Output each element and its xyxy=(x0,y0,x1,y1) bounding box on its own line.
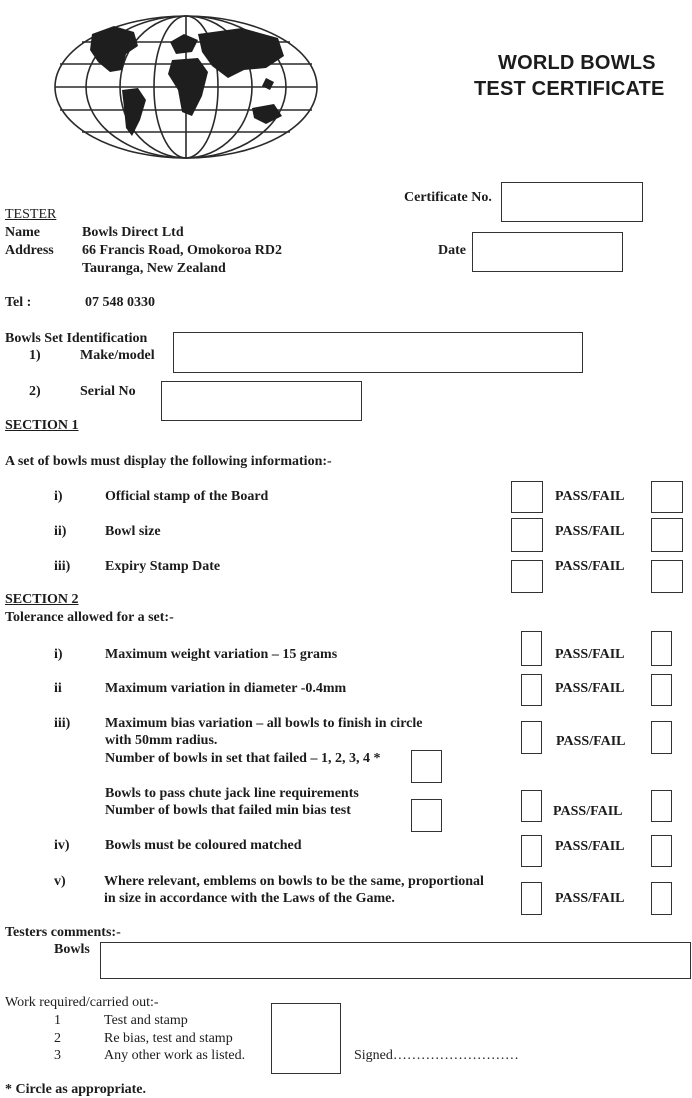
s1-item-num: iii) xyxy=(54,559,71,574)
name-value: Bowls Direct Ltd xyxy=(82,225,184,240)
section-2-intro: Tolerance allowed for a set:- xyxy=(5,610,174,625)
s2-bias-variation-line-1: Maximum bias variation – all bowls to finish in circle xyxy=(105,716,423,731)
s2-colour-checkbox[interactable] xyxy=(521,835,542,867)
pass-fail-label: PASS/FAIL xyxy=(555,647,625,662)
make-model-field[interactable] xyxy=(173,332,583,373)
name-label: Name xyxy=(5,225,40,240)
s1-item-official-stamp: Official stamp of the Board xyxy=(105,489,269,504)
bowls-comment-field[interactable] xyxy=(100,942,691,979)
s2-bias-checkbox[interactable] xyxy=(521,721,542,754)
s2-bias-failed-count-label: Number of bowls in set that failed – 1, 2, 3, 4 * xyxy=(105,751,381,766)
s2-item-num: i) xyxy=(54,647,63,662)
date-field[interactable] xyxy=(472,232,623,272)
s2-item-num: ii xyxy=(54,681,62,696)
pass-fail-label: PASS/FAIL xyxy=(555,891,625,906)
s2-bias-failed-count-field[interactable] xyxy=(411,750,442,783)
title-line-1: WORLD BOWLS xyxy=(498,52,656,74)
signed-line[interactable]: Signed……………………… xyxy=(354,1048,519,1063)
s2-emblems-checkbox[interactable] xyxy=(521,882,542,915)
pass-fail-label: PASS/FAIL xyxy=(555,524,625,539)
section-1-intro: A set of bowls must display the following information:- xyxy=(5,454,332,469)
testers-comments-heading: Testers comments:- xyxy=(5,925,121,940)
s1-item-expiry-stamp: Expiry Stamp Date xyxy=(105,559,221,574)
s1-official-stamp-result-box[interactable] xyxy=(651,481,683,513)
certificate-label: Certificate No. xyxy=(404,190,492,205)
work-item-re-bias: Re bias, test and stamp xyxy=(104,1031,233,1046)
s2-weight-checkbox[interactable] xyxy=(521,631,542,666)
bowls-set-heading: Bowls Set Identification xyxy=(5,331,148,346)
work-item-num: 3 xyxy=(54,1048,61,1063)
pass-fail-label: PASS/FAIL xyxy=(555,681,625,696)
s1-item-bowl-size: Bowl size xyxy=(105,524,161,539)
s2-diameter-checkbox[interactable] xyxy=(521,674,542,706)
tester-heading: TESTER xyxy=(5,207,57,222)
s2-emblems-line-2: in size in accordance with the Laws of the Game. xyxy=(104,891,395,906)
s2-min-bias-failed-field[interactable] xyxy=(411,799,442,832)
world-globe-logo xyxy=(52,12,320,162)
s2-bias-result-box[interactable] xyxy=(651,721,672,754)
s2-chute-result-box[interactable] xyxy=(651,790,672,822)
s2-colour-matched: Bowls must be coloured matched xyxy=(105,838,302,853)
work-item-num: 1 xyxy=(54,1013,61,1028)
title-line-2: TEST CERTIFICATE xyxy=(474,78,665,100)
pass-fail-label: PASS/FAIL xyxy=(555,489,625,504)
s2-weight-result-box[interactable] xyxy=(651,631,672,666)
make-model-label: Make/model xyxy=(80,348,155,363)
work-item-other: Any other work as listed. xyxy=(104,1048,246,1063)
s2-emblems-result-box[interactable] xyxy=(651,882,672,915)
s2-chute-failed-label: Number of bowls that failed min bias test xyxy=(105,803,351,818)
make-number: 1) xyxy=(29,348,41,363)
address-label: Address xyxy=(5,243,54,258)
date-label: Date xyxy=(438,243,466,258)
serial-number-index: 2) xyxy=(29,384,41,399)
s2-diameter-variation: Maximum variation in diameter -0.4mm xyxy=(105,681,347,696)
s2-weight-variation: Maximum weight variation – 15 grams xyxy=(105,647,338,662)
certificate-number-field[interactable] xyxy=(501,182,643,222)
s1-bowl-size-result-box[interactable] xyxy=(651,518,683,552)
tel-label: Tel : xyxy=(5,295,32,310)
tel-value: 07 548 0330 xyxy=(85,295,155,310)
work-item-test-and-stamp: Test and stamp xyxy=(104,1013,188,1028)
pass-fail-label: PASS/FAIL xyxy=(555,559,625,574)
s1-expiry-stamp-checkbox[interactable] xyxy=(511,560,543,593)
pass-fail-label: PASS/FAIL xyxy=(555,839,625,854)
s1-item-num: ii) xyxy=(54,524,67,539)
s2-item-num: v) xyxy=(54,874,66,889)
work-item-num: 2 xyxy=(54,1031,61,1046)
s2-chute-line-1: Bowls to pass chute jack line requirements xyxy=(105,786,359,801)
s1-item-num: i) xyxy=(54,489,63,504)
work-heading: Work required/carried out:- xyxy=(5,995,159,1010)
serial-no-field[interactable] xyxy=(161,381,362,421)
bowls-comment-label: Bowls xyxy=(54,942,90,957)
section-2-heading: SECTION 2 xyxy=(5,592,79,607)
footnote: * Circle as appropriate. xyxy=(5,1082,147,1097)
s2-emblems-line-1: Where relevant, emblems on bowls to be the same, proportional xyxy=(104,874,484,889)
s2-colour-result-box[interactable] xyxy=(651,835,672,867)
s1-bowl-size-checkbox[interactable] xyxy=(511,518,543,552)
s2-bias-variation-line-2: with 50mm radius. xyxy=(105,733,218,748)
serial-no-label: Serial No xyxy=(80,384,136,399)
s2-item-num: iii) xyxy=(54,716,71,731)
s1-official-stamp-checkbox[interactable] xyxy=(511,481,543,513)
s2-diameter-result-box[interactable] xyxy=(651,674,672,706)
s2-item-num: iv) xyxy=(54,838,70,853)
address-line-1: 66 Francis Road, Omokoroa RD2 xyxy=(82,243,283,258)
pass-fail-label: PASS/FAIL xyxy=(553,804,623,819)
s2-chute-checkbox[interactable] xyxy=(521,790,542,822)
pass-fail-label: PASS/FAIL xyxy=(556,734,626,749)
section-1-heading: SECTION 1 xyxy=(5,418,79,433)
work-selection-box[interactable] xyxy=(271,1003,341,1074)
address-line-2: Tauranga, New Zealand xyxy=(82,261,226,276)
s1-expiry-stamp-result-box[interactable] xyxy=(651,560,683,593)
